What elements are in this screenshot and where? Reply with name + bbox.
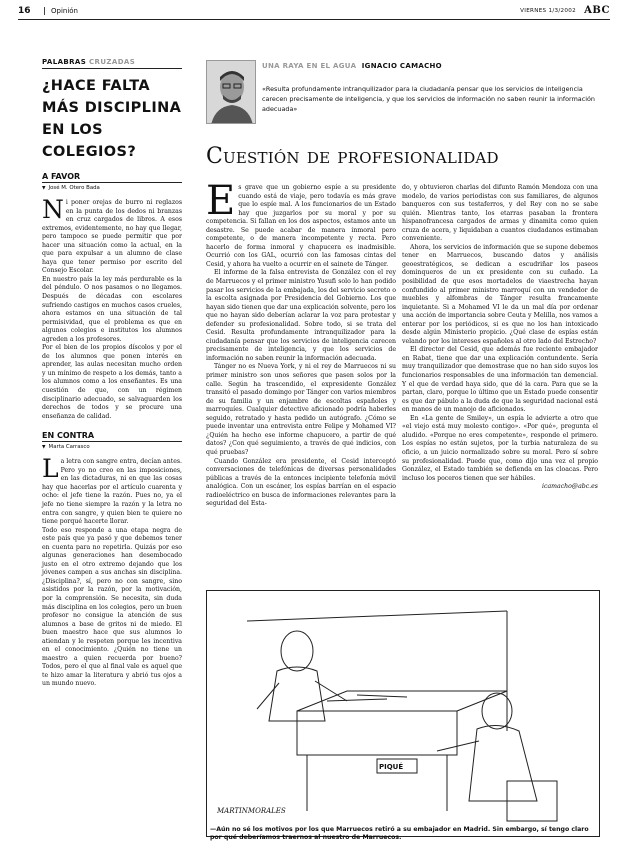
article-column-2 (402, 184, 598, 492)
section-name: Opinión (44, 7, 78, 15)
contra-paragraph: Todo eso responde a una etapa negra de este país que ya pasó y que debemos tener en cuenta para no repetirla. Quizás por eso algunas generaciones han desembocado justo en el otro extremo dejando que los jóvenes campen a sus anchas sin disciplina. ¿Disciplina?, sí, pero no con sangre, sino asistidos por la razón, por la motivación, por la comprensión. Se necesita, sin duda más disciplina en los colegios, pero un buen profesor no consigue la atención de sus alumnos a base de gritos ni de miedo. El buen maestro hace que sus alumnos lo atiendan y le respeten porque les incentiva en el conocimiento. ¿Quién no tiene un maestro a quien recuerda por bueno? Todos, pero el que al final vale es aquel que te hizo amar la literatura y abrió tus ojos a un mundo nuevo. (42, 526, 182, 688)
contra-paragraph: a letra con sangre entra, decían antes. Pero yo no creo en las imposiciones, en las dictaduras, ni en que las cosas hay que hacerlas por el artículo cuarenta y ocho: el jefe tiene la razón. Pues no, ya el jefe no tiene siempre la razón y la letra no entra con sangre, y quien bien te quiere no tiene porqué hacerte llorar. (42, 458, 182, 526)
newspaper-logo: ABC (584, 5, 610, 16)
article-paragraph: s grave que un gobierno espíe a su presidente cuando está de viaje, pero todavía es más grave que lo espíe mal. A los funcionarios de un Estado hay que juzgarlos por su moral y por su competencia. Si fallan en los dos aspectos, estamos ante un desastre. Se puede acabar de manera inmoral pero competente, o de manera incompetente y recta. Pero hacerlo de forma inmoral y chapucera es inadmisible. Ocurrió con los GAL, ocurrió con las famosas cintas del Cesid, y ahora ha vuelto a ocurrir en el sainete de Tánger. (206, 184, 396, 268)
debate-question: ¿HACE FALTA MÁS DISCIPLINA EN LOS COLEGIOS? (42, 78, 182, 160)
article-paragraph: Ahora, los servicios de información que se supone debemos tener en Marruecos, buscando datos y análisis geoestratégicos, se dedican a escudriñar los paseos dominqueros de un ex presidente con su cuñado. La posibilidad de que esos mortadelos de viaestrecha hayan confundido al primer ministro marroquí con un vendedor de muebles y alfombras de Tánger resulta francamente inquietante. Si a Mohamed VI le da un mal día por ordenar una acción de importancia sobre Ceuta y Melilla, nos vamos a enterar por los periódicos, si es que no los han intoxicado desde algún Ministerio propicio. ¿Qué clase de espías están velando por los intereses españoles al otro lado del Estrecho? (402, 243, 598, 345)
cartoonist-signature: MARTINMORALES (217, 807, 286, 815)
article-dropcap: E (206, 178, 236, 224)
issue-date: VIERNES 1/3/2002 (520, 8, 576, 14)
contra-heading: EN CONTRA (42, 431, 182, 442)
contra-dropcap: L (42, 454, 59, 484)
article-paragraph: do, y obtuvieron charlas del difunto Ramón Mendoza con una modelo, de varios periodistas con sus familiares, de algunos banqueros con sus testaferros, y del Rey con no se sabe quién. Mientras tanto, los etarras pasaban la frontera hispanofrancesa cargados de armas y dinamita como quien cruza de acera, y liquidaban a cuantos ciudadanos estimaban conveniente. (402, 184, 598, 243)
contra-author: ▼ Marta Carrasco (42, 444, 182, 450)
favor-author: ▼ José M. Otero Bada (42, 185, 182, 191)
lead-quote: «Resulta profundamente intranquilizador para la ciudadanía pensar que los servicios de inteligencia carecen precisamente de inteligencia, y que los servicios de información no saben reunir la información adecuada» (262, 85, 595, 113)
favor-paragraph: i poner orejas de burro ni reglazos en la punta de los dedos ni branzas en cruz cargados de libros. A esos extremos, evidentemente, no hay que llegar, pero tampoco se puede permitir que por hacer una situación como la actual, en la que para expulsar a un alumno de clase haya que tener permiso por escrito del Consejo Escolar. (42, 199, 182, 275)
article-paragraph: En «La gente de Smiley», un espía le advierte a otro que «el viejo está muy molesto contigo». «Por qué», pregunta el aludido. «Porque no eres competente», responde el primero. Los espías no están sujetos, por la turbia naturaleza de su oficio, a un juicio normalizado sobre su moral. Pero sí sobre su profesionalidad. Puede que, como dijo una vez el propio González, el Estado también se defienda en las cloacas. Pero incluso los poceros tienen que ser hábiles. (402, 414, 598, 482)
article-paragraph: El director del Cesid, que además fue reciente embajador en Rabat, tiene que dar una explicación contundente. Sería muy tranquilizador que demostrase que no han sido suyos los funcionarios responsables de una información tan demencial. Y el que de verdad haya sido, que dé la cara. Para que se la partan, claro, porque lo último que un Estado puede consentir es que dar pábulo a la duda de que la seguridad nacional está en manos de un manojo de aficionados. (402, 346, 598, 414)
contra-text (42, 454, 182, 689)
article-paragraph: Tánger no es Nueva York, y ni el rey de Marruecos ni su primer ministro son unos señores que pasen solos por la calle. Según ha trascendido, el expresidente González transitó el pasado domingo por Tánger con varios miembros de su familia y un enjambre de escoltas españoles y marroquíes. Cualquier detective aficionado podría haberles seguido, retratado y hasta pedido un autógrafo. ¿Cómo se puede inventar una entrevista entre Felipe y Mohamed VI? ¿Quién ha hecho ese informe chapucero, a partir de qué datos? ¿Con qué seguimiento, a través de qué indicios, con qué pruebas? (206, 363, 396, 456)
author-photo (206, 60, 256, 124)
cartoon-caption: —Aún no sé los motivos por los que Marruecos retiró a su embajador en Madrid. Sin embargo, sí tengo claro por qué deberíamos traernos al nuestro de Marruecos. (210, 826, 589, 842)
column-label: UNA RAYA EN EL AGUA IGNACIO CAMACHO (262, 62, 442, 70)
page-header (18, 6, 610, 20)
article-paragraph: El informe de la falsa entrevista de González con el rey de Marruecos y el primer ministro Yusufi solo lo han podido pasar los servicios de la embajada, los del servicio secreto o la escolta asignada por Presidencia del Gobierno. Los que hayan sido tienen que dar una explicación solvente, pero los que no hayan sido deberían aclarar la voz para protestar y defender su profesionalidad. Sobre todo, si se trata del Cesid. Resulta profundamente intranquilizador para la ciudadanía pensar que los servicios de inteligencia carecen precisamente de inteligencia, y que los servicios de información no saben reunir la información adecuada. (206, 269, 396, 362)
page-number: 16 (18, 6, 31, 16)
debate-kicker: PALABRAS CRUZADAS (42, 58, 182, 69)
author-email: icamacho@abc.es (542, 483, 598, 491)
favor-paragraph: En nuestro país la ley más perdurable es la del péndulo. O nos pasamos o no llegamos. Después de décadas con escolares sufriendo castigos en muchos casos crueles, ahora estamos en una situación de tal permisividad, que el problema es que en algunos colegios e institutos los alumnos agreden a los profesores. (42, 275, 182, 343)
desk-name-plate: PIQUÉ (379, 763, 404, 771)
article-column-1 (206, 178, 396, 509)
editorial-cartoon (206, 590, 600, 837)
article-paragraph: Cuando González era presidente, el Cesid interceptó conversaciones de telefónicas de diversas personalidades públicas a través de la entonces incipiente telefonía móvil analógica. Con un escáner, los espías barrían en el espacio radioeléctrico en busca de informaciones relevantes para la seguridad del Esta- (206, 457, 396, 508)
debate-column (42, 58, 182, 689)
favor-paragraph: Por el bien de los propios díscolos y por el de los alumnos que ponen interés en aprender, las aulas necesitan mucho orden y un mínimo de respeto a los demás, tanto a los alumnos como a los enseñantes. Es una cuestión de que, con un régimen disciplinario adecuado, se salvaguarden los derechos de todos y se procure una enseñanza de calidad. (42, 344, 182, 420)
favor-dropcap: N (42, 195, 64, 224)
article-title: Cuestión de profesionalidad (206, 144, 499, 169)
favor-heading: A FAVOR (42, 172, 182, 183)
favor-text (42, 195, 182, 421)
